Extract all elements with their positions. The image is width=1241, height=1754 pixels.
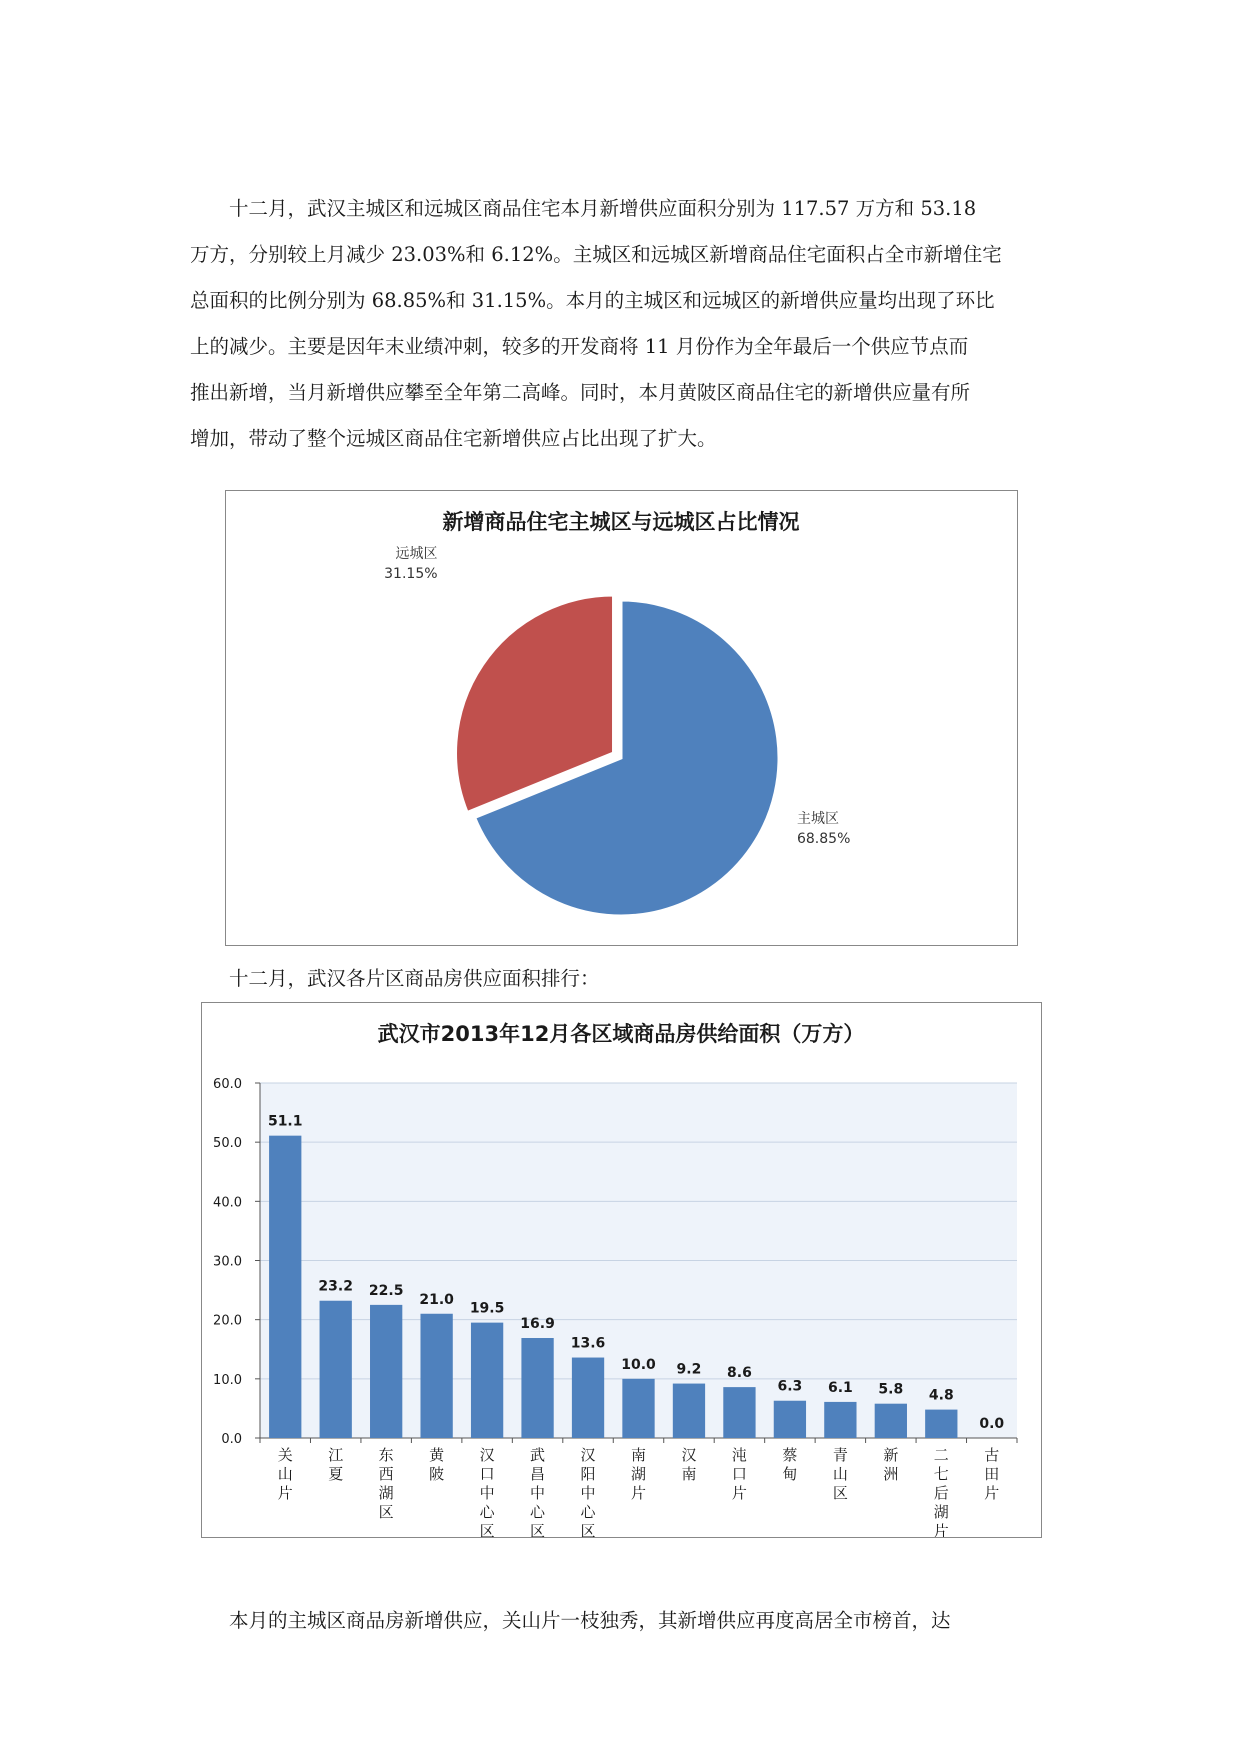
text-line: 十二月，武汉各片区商品房供应面积排行： bbox=[229, 967, 600, 990]
bar bbox=[320, 1301, 352, 1438]
pie-chart-title: 新增商品住宅主城区与远城区占比情况 bbox=[442, 510, 800, 534]
y-tick-label: 50.0 bbox=[213, 1136, 242, 1152]
x-category-label: 古田片 bbox=[984, 1446, 1000, 1502]
bar-value-label: 9.2 bbox=[676, 1361, 702, 1378]
bar-value-label: 6.1 bbox=[827, 1379, 853, 1396]
text-line: 总面积的比例分别为 68.85%和 31.15%。本月的主城区和远城区的新增供应量均出现了环比 bbox=[190, 289, 995, 312]
y-tick-label: 40.0 bbox=[213, 1195, 242, 1211]
bar bbox=[471, 1323, 503, 1438]
x-category-label: 武昌中心区 bbox=[530, 1446, 546, 1537]
text-line: 十二月，武汉主城区和远城区商品住宅本月新增供应面积分别为 117.57 万方和 53.18 bbox=[229, 197, 977, 220]
bar-chart-title: 武汉市2013年12月各区域商品房供给面积（万方） bbox=[377, 1022, 865, 1046]
x-category-label: 关山片 bbox=[277, 1446, 293, 1502]
x-category-label: 沌口片 bbox=[731, 1446, 747, 1502]
text-line: 万方，分别较上月减少 23.03%和 6.12%。主城区和远城区新增商品住宅面积占全市新增住宅 bbox=[190, 243, 1002, 266]
x-category-label: 汉口中心区 bbox=[479, 1446, 495, 1537]
bar bbox=[370, 1305, 402, 1438]
x-category-label: 南湖片 bbox=[630, 1446, 647, 1502]
bar bbox=[723, 1387, 755, 1438]
bar bbox=[824, 1402, 856, 1438]
x-category-label: 汉阳中心区 bbox=[580, 1446, 596, 1537]
paragraph-supply-summary bbox=[190, 186, 1091, 462]
bar-value-label: 10.0 bbox=[621, 1356, 656, 1373]
y-tick-label: 60.0 bbox=[213, 1077, 242, 1092]
bar bbox=[269, 1136, 301, 1438]
bar-value-label: 21.0 bbox=[419, 1291, 454, 1308]
bar-value-label: 23.2 bbox=[318, 1278, 353, 1295]
bar bbox=[673, 1384, 705, 1438]
pie-chart-frame bbox=[225, 490, 1018, 946]
pie-slice-label: 主城区 bbox=[796, 810, 839, 827]
bar bbox=[774, 1401, 806, 1438]
pie-slice-value-label: 68.85% bbox=[796, 830, 851, 847]
pie-slice-label: 远城区 bbox=[395, 546, 438, 563]
bar bbox=[521, 1338, 553, 1438]
y-tick-label: 30.0 bbox=[213, 1254, 242, 1270]
bar-value-label: 4.8 bbox=[928, 1387, 954, 1404]
bar-value-label: 0.0 bbox=[979, 1416, 1005, 1432]
paragraph-ranking-intro bbox=[190, 956, 1052, 1002]
bar-chart-frame bbox=[201, 1002, 1042, 1538]
bar bbox=[622, 1379, 654, 1438]
y-tick-label: 10.0 bbox=[213, 1372, 242, 1388]
x-category-label: 新洲 bbox=[883, 1446, 899, 1483]
x-category-label: 青山区 bbox=[832, 1446, 848, 1502]
bar bbox=[875, 1404, 907, 1438]
pie-chart bbox=[226, 491, 1017, 945]
text-line: 本月的主城区商品房新增供应，关山片一枝独秀，其新增供应再度高居全市榜首，达 bbox=[229, 1609, 951, 1632]
bar bbox=[572, 1358, 604, 1438]
x-category-label: 汉南 bbox=[681, 1446, 697, 1483]
x-category-label: 黄陂 bbox=[429, 1446, 445, 1483]
x-category-label: 东西湖区 bbox=[378, 1446, 394, 1521]
bar-value-label: 6.3 bbox=[777, 1378, 803, 1395]
bar-value-label: 16.9 bbox=[520, 1316, 555, 1333]
bar-value-label: 5.8 bbox=[878, 1381, 904, 1398]
x-category-label: 江夏 bbox=[328, 1446, 344, 1483]
y-tick-label: 20.0 bbox=[213, 1313, 242, 1329]
bar bbox=[420, 1314, 452, 1438]
bar-value-label: 19.5 bbox=[469, 1300, 505, 1317]
text-line: 推出新增，当月新增供应攀至全年第二高峰。同时，本月黄陂区商品住宅的新增供应量有所 bbox=[190, 381, 971, 404]
pie-slice-value-label: 31.15% bbox=[384, 566, 438, 583]
bar-chart bbox=[202, 1003, 1041, 1537]
bar-value-label: 22.5 bbox=[368, 1282, 404, 1299]
bar-value-label: 13.6 bbox=[570, 1335, 606, 1352]
text-line: 上的减少。主要是因年末业绩冲刺，较多的开发商将 11 月份作为全年最后一个供应节点而 bbox=[190, 335, 969, 358]
bar bbox=[925, 1410, 957, 1438]
x-category-label: 二七后湖片 bbox=[933, 1446, 949, 1537]
x-category-label: 蔡甸 bbox=[782, 1446, 798, 1483]
y-tick-label: 0.0 bbox=[221, 1432, 242, 1447]
paragraph-conclusion bbox=[190, 1598, 1052, 1644]
bar-value-label: 51.1 bbox=[267, 1113, 303, 1130]
bar-value-label: 8.6 bbox=[727, 1365, 752, 1382]
text-line: 增加，带动了整个远城区商品住宅新增供应占比出现了扩大。 bbox=[190, 427, 717, 450]
